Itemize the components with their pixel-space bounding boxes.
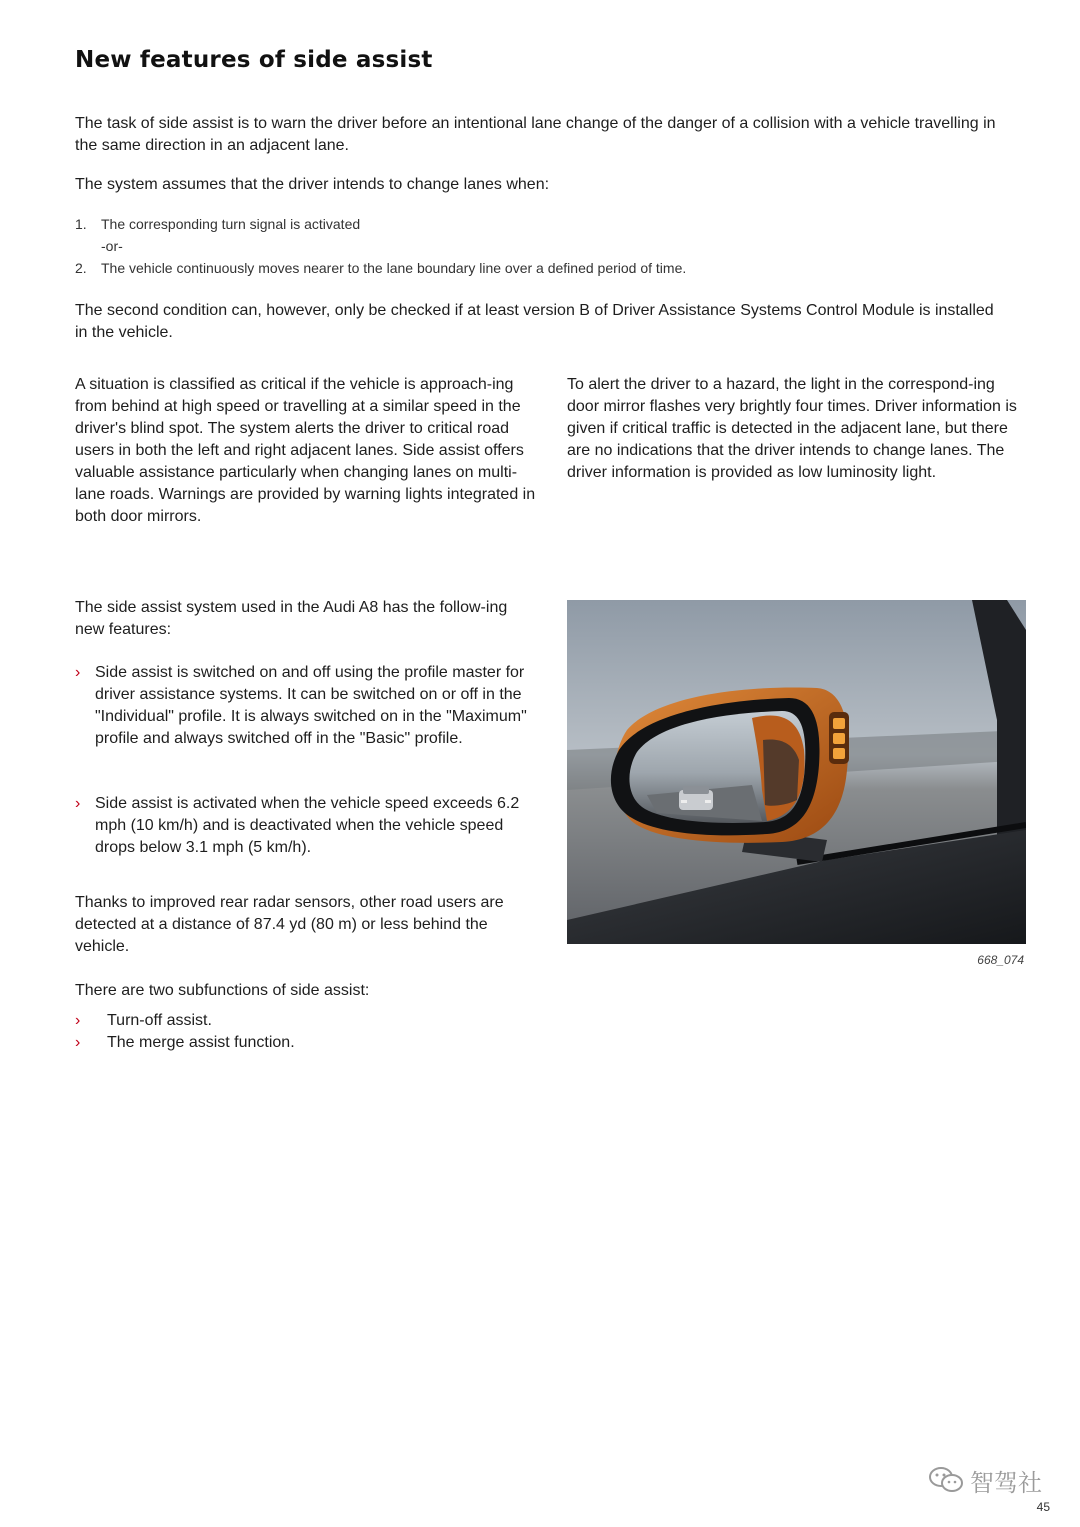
intro-paragraph: The task of side assist is to warn the driver before an intentional lane change of the danger of a collision with a vehicle travelling in the same direction in an adjacent lane. — [75, 115, 996, 154]
bullet-text: Side assist is activated when the vehicle speed exceeds 6.2 mph (10 km/h) and is deactivated when the vehicle speed drops below 3.1 mph (5 km/h). — [95, 795, 520, 856]
list-text: -or- — [101, 238, 123, 254]
bullet-text: Side assist is switched on and off using the profile master for driver assistance systems. It can be switched on or off in the "Individual" profile. It is always switched on in the "Maximum" profile and always switched off in the "Basic" profile. — [95, 664, 527, 747]
list-number: 1. — [75, 216, 87, 232]
subfunctions-intro: There are two subfunctions of side assist: — [75, 982, 370, 999]
driver-alert-paragraph: To alert the driver to a hazard, the light in the correspond-ing door mirror flashes very brightly four times. Driver information is given if critical traffic is detected in the adjacent lane, but there are no indications that the driver intends to change lanes. The driver information is provided as low luminosity light. — [567, 376, 1017, 481]
condition-2 — [75, 257, 686, 279]
feature-bullet-profile — [75, 662, 537, 750]
critical-situation-paragraph: A situation is classified as critical if the vehicle is approach-ing from behind at high speed or travelling at a similar speed in the driver's blind spot. The system alerts the driver to critical road users in both the left and right adjacent lanes. Side assist offers valuable assistance particularly when changing lanes on multi-lane roads. Warnings are provided by warning lights integrated in both door mirrors. — [75, 376, 536, 525]
features-intro: The side assist system used in the Audi A8 has the follow-ing new features: — [75, 599, 508, 638]
bullet-marker: › — [75, 1034, 81, 1051]
watermark — [928, 1462, 1042, 1498]
figure-caption: 668_074 — [977, 953, 1024, 967]
subfunction-merge — [75, 1032, 537, 1054]
page-title: New features of side assist — [75, 47, 433, 73]
condition-1 — [75, 213, 360, 235]
feature-bullet-speed — [75, 793, 537, 859]
bullet-marker: › — [75, 1012, 81, 1029]
watermark-text: 智驾社 — [970, 1468, 1042, 1497]
second-condition-paragraph: The second condition can, however, only be checked if at least version B of Driver Assistance Systems Control Module is installed in the vehicle. — [75, 302, 994, 341]
bullet-marker: › — [75, 664, 81, 681]
list-text: The vehicle continuously moves nearer to the lane boundary line over a defined period of time. — [101, 260, 687, 276]
radar-paragraph: Thanks to improved rear radar sensors, other road users are detected at a distance of 87.4 yd (80 m) or less behind the vehicle. — [75, 894, 504, 955]
bullet-text: Turn-off assist. — [107, 1012, 212, 1029]
list-number: 2. — [75, 260, 87, 276]
conditions-intro: The system assumes that the driver intends to change lanes when: — [75, 176, 550, 193]
list-text: The corresponding turn signal is activated — [101, 216, 361, 232]
bullet-marker: › — [75, 795, 81, 812]
subfunction-turn-off — [75, 1010, 537, 1032]
page-number: 45 — [1036, 1500, 1050, 1514]
chat-bubbles-icon — [928, 1466, 964, 1494]
side-mirror-photo — [567, 600, 1026, 944]
condition-or — [75, 235, 123, 257]
bullet-text: The merge assist function. — [107, 1034, 295, 1051]
